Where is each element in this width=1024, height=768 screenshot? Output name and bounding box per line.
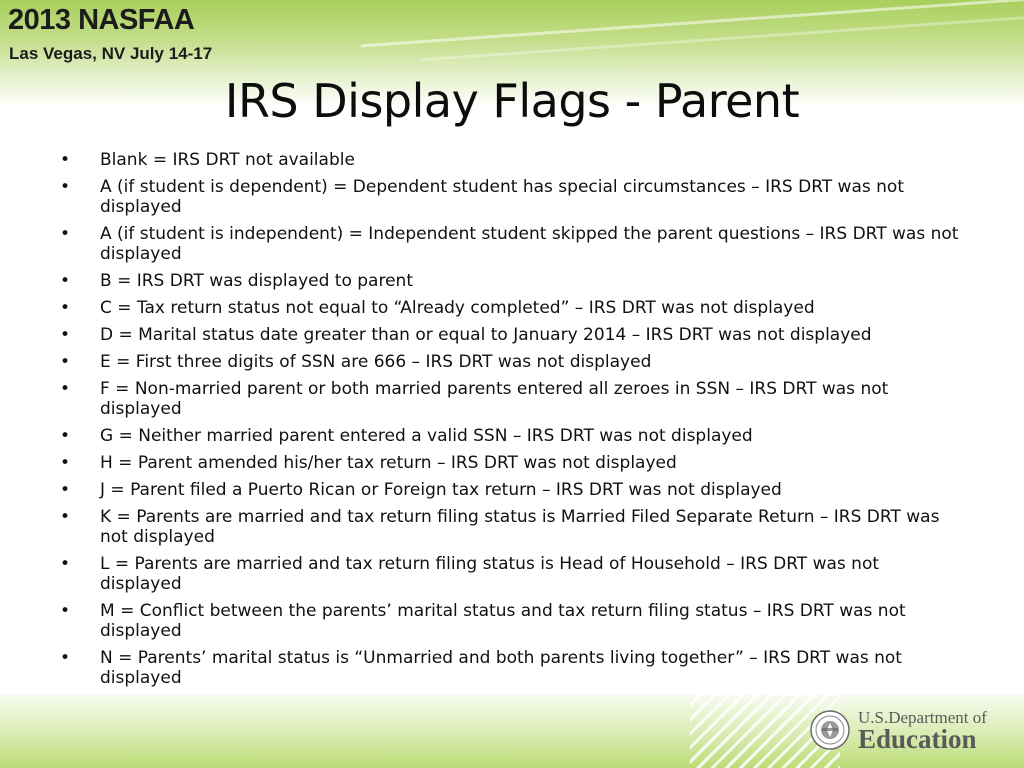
bullet-dot: • — [60, 177, 71, 197]
bullet-text: J = Parent filed a Puerto Rican or Foreign tax return – IRS DRT was not displayed — [100, 480, 782, 500]
bullet-text: A (if student is dependent) = Dependent student has special circumstances – IRS DRT was not displayed — [100, 177, 904, 217]
logo-text-line1: U.S.Department of — [858, 708, 987, 727]
bullet-dot: • — [60, 224, 71, 244]
bullet-text: Blank = IRS DRT not available — [100, 150, 355, 170]
bullet-text: C = Tax return status not equal to “Already completed” – IRS DRT was not displayed — [100, 298, 815, 318]
bullet-dot: • — [60, 507, 71, 527]
bullet-item — [56, 150, 966, 170]
bullet-text: K = Parents are married and tax return filing status is Married Filed Separate Return – IRS DRT was not displayed — [100, 507, 940, 547]
bullet-item — [56, 177, 966, 217]
bullet-list — [56, 150, 966, 695]
bullet-dot: • — [60, 271, 71, 291]
bullet-text: M = Conflict between the parents’ marital status and tax return filing status – IRS DRT was not displayed — [100, 601, 906, 641]
bullet-item — [56, 379, 966, 419]
conference-title: 2013 NASFAA — [8, 4, 195, 36]
us-department-of-education-logo — [806, 707, 1016, 757]
bullet-item — [56, 601, 966, 641]
bullet-item — [56, 325, 966, 345]
bullet-item — [56, 298, 966, 318]
bullet-dot: • — [60, 325, 71, 345]
bullet-dot: • — [60, 453, 71, 473]
logo-text-line2: Education — [858, 724, 977, 754]
bullet-item — [56, 554, 966, 594]
bullet-item — [56, 352, 966, 372]
bullet-text: L = Parents are married and tax return filing status is Head of Household – IRS DRT was not displayed — [100, 554, 880, 594]
department-seal-icon — [810, 710, 850, 750]
bullet-dot: • — [60, 379, 71, 399]
bullet-text: A (if student is independent) = Independent student skipped the parent questions – IRS DRT was not displayed — [100, 224, 959, 264]
bullet-dot: • — [60, 601, 71, 621]
bullet-text: G = Neither married parent entered a valid SSN – IRS DRT was not displayed — [100, 426, 753, 446]
slide-title: IRS Display Flags - Parent — [224, 74, 800, 128]
bullet-item — [56, 224, 966, 264]
bullet-text: F = Non-married parent or both married parents entered all zeroes in SSN – IRS DRT was not displayed — [100, 379, 889, 419]
conference-subtitle: Las Vegas, NV July 14-17 — [9, 44, 213, 63]
bullet-item — [56, 271, 966, 291]
bullet-text: E = First three digits of SSN are 666 – IRS DRT was not displayed — [100, 352, 652, 372]
bullet-text: N = Parents’ marital status is “Unmarried and both parents living together” – IRS DRT was not displayed — [100, 648, 902, 688]
bullet-item — [56, 426, 966, 446]
bullet-text: B = IRS DRT was displayed to parent — [100, 271, 413, 291]
bullet-dot: • — [60, 352, 71, 372]
bullet-text: D = Marital status date greater than or equal to January 2014 – IRS DRT was not displayed — [100, 325, 872, 345]
bullet-text: H = Parent amended his/her tax return – IRS DRT was not displayed — [100, 453, 677, 473]
bullet-dot: • — [60, 298, 71, 318]
bullet-dot: • — [60, 648, 71, 668]
bullet-item — [56, 480, 966, 500]
bullet-item — [56, 648, 966, 688]
bullet-dot: • — [60, 480, 71, 500]
bullet-item — [56, 453, 966, 473]
bullet-item — [56, 507, 966, 547]
bullet-dot: • — [60, 426, 71, 446]
bullet-dot: • — [60, 554, 71, 574]
bullet-dot: • — [60, 150, 71, 170]
